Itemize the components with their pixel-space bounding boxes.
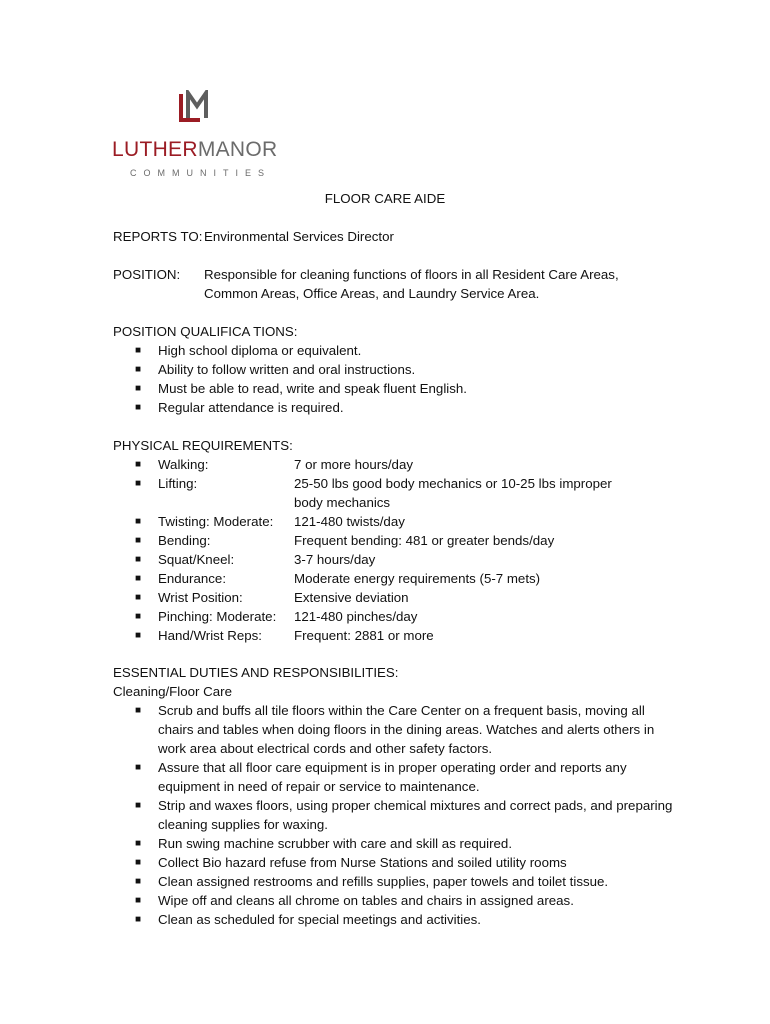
- position-label: POSITION:: [113, 267, 181, 282]
- list-item: ■ High school diploma or equivalent.: [135, 343, 362, 358]
- list-item: ■ Wipe off and cleans all chrome on tables and chairs in assigned areas.: [135, 893, 574, 908]
- bullet-icon: ■: [135, 516, 142, 527]
- bullet-icon: ■: [135, 383, 142, 394]
- list-item: ■ Ability to follow written and oral instructions.: [135, 362, 416, 377]
- list-item: ■ Bending: Frequent bending: 481 or greater bends/day: [135, 533, 555, 548]
- bullet-icon: ■: [135, 402, 142, 413]
- bullet-icon: ■: [135, 895, 142, 906]
- list-item: ■ Assure that all floor care equipment is in proper operating order and reports any equipment in need of repair or service to maintenance.: [135, 760, 627, 794]
- list-item: ■ Clean assigned restrooms and refills supplies, paper towels and toilet tissue.: [135, 874, 609, 889]
- duties-heading: ESSENTIAL DUTIES AND RESPONSIBILITIES:: [113, 665, 399, 680]
- position-value: Responsible for cleaning functions of floors in all Resident Care Areas, Common Areas, Office Areas, and Laundry Service Area.: [204, 267, 619, 301]
- qualifications-heading: POSITION QUALIFICA TIONS:: [113, 324, 298, 339]
- list-item: ■ Collect Bio hazard refuse from Nurse Stations and soiled utility rooms: [135, 855, 567, 870]
- bullet-icon: ■: [135, 762, 142, 773]
- list-item: ■ Clean as scheduled for special meetings and activities.: [135, 912, 481, 927]
- list-item: ■ Wrist Position: Extensive deviation: [135, 590, 409, 605]
- list-item: ■ Walking: 7 or more hours/day: [135, 457, 413, 472]
- list-item: ■ Regular attendance is required.: [135, 400, 344, 415]
- bullet-icon: ■: [135, 364, 142, 375]
- luther-manor-logo: [112, 90, 282, 180]
- bullet-icon: ■: [135, 573, 142, 584]
- reports-to-label: REPORTS TO:: [113, 229, 203, 244]
- list-item: ■ Lifting: 25-50 lbs good body mechanics or 10-25 lbs improper body mechanics: [135, 476, 612, 510]
- list-item: ■ Must be able to read, write and speak fluent English.: [135, 381, 467, 396]
- bullet-icon: ■: [135, 630, 142, 641]
- duties-list: [113, 701, 673, 929]
- list-item: ■ Squat/Kneel: 3-7 hours/day: [135, 552, 376, 567]
- bullet-icon: ■: [135, 478, 142, 489]
- bullet-icon: ■: [135, 800, 142, 811]
- bullet-icon: ■: [135, 459, 142, 470]
- bullet-icon: ■: [135, 857, 142, 868]
- qualifications-list: [113, 341, 673, 417]
- bullet-icon: ■: [135, 554, 142, 565]
- lm-monogram-icon: [178, 90, 210, 124]
- physical-heading: PHYSICAL REQUIREMENTS:: [113, 438, 293, 453]
- document-title: FLOOR CARE AIDE: [324, 191, 446, 206]
- list-item: ■ Scrub and buffs all tile floors within the Care Center on a frequent basis, moving all chairs and tables when doing floors in the dining areas. Watches and alerts others in work area about electrical cords and other safety factors.: [135, 703, 655, 756]
- bullet-icon: ■: [135, 914, 142, 925]
- reports-to-value: Environmental Services Director: [204, 229, 394, 244]
- bullet-icon: ■: [135, 705, 142, 716]
- physical-list: [113, 455, 673, 645]
- list-item: ■ Hand/Wrist Reps: Frequent: 2881 or more: [135, 628, 434, 643]
- bullet-icon: ■: [135, 611, 142, 622]
- list-item: ■ Twisting: Moderate: 121-480 twists/day: [135, 514, 405, 529]
- bullet-icon: ■: [135, 592, 142, 603]
- bullet-icon: ■: [135, 535, 142, 546]
- list-item: ■ Strip and waxes floors, using proper chemical mixtures and correct pads, and preparing cleaning supplies for waxing.: [135, 798, 673, 832]
- bullet-icon: ■: [135, 876, 142, 887]
- logo-subtitle: COMMUNITIES: [130, 168, 271, 178]
- list-item: ■ Run swing machine scrubber with care and skill as required.: [135, 836, 513, 851]
- duties-subheading: Cleaning/Floor Care: [113, 684, 232, 699]
- bullet-icon: ■: [135, 838, 142, 849]
- list-item: ■ Pinching: Moderate: 121-480 pinches/day: [135, 609, 418, 624]
- logo-wordmark: LUTHERMANOR: [112, 138, 278, 161]
- bullet-icon: ■: [135, 345, 142, 356]
- list-item: ■ Endurance: Moderate energy requirements (5-7 mets): [135, 571, 541, 586]
